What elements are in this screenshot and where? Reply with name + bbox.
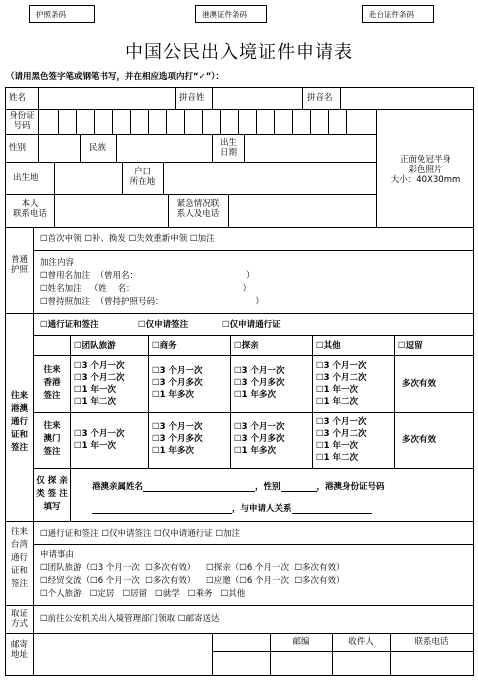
passport-options[interactable]: ☐首次申领 ☐补、换发 ☐失效重新申领 ☐加注 [40, 234, 215, 244]
photo-placeholder: 正面免冠半身 彩色照片 大小：40X30mm [390, 155, 461, 185]
name-label: 姓名 [9, 93, 27, 103]
taiwan-options[interactable]: ☐通行证和签注 ☐仅申请签注 ☐仅申请通行证 ☐加注 [40, 529, 241, 539]
type-business[interactable]: ☐商务 [152, 341, 177, 351]
pinyin-given-label: 拼音名 [307, 93, 333, 103]
collection-label: 取证 方式 [10, 609, 28, 629]
passport-endorsement[interactable]: 加注内容 ☐曾用名加注 （曾用名： ） ☐姓名加注 （姓 名： ） ☐曾持照加注 （曾持护照号码： ） [40, 258, 264, 307]
mo-business-options[interactable]: ☐3 个月一次 ☐3 个月多次 ☐1 年多次 [152, 422, 203, 456]
family-relative-line2[interactable] [92, 504, 372, 514]
mo-tour-options[interactable]: ☐3 个月一次 ☐1 年一次 [74, 429, 125, 451]
phone-label: 本人 联系电话 [12, 199, 47, 219]
family-relative-line1[interactable] [92, 482, 385, 492]
passport-barcode-box [29, 5, 95, 23]
relative-name-field[interactable] [143, 482, 255, 492]
birth-date-label: 出生 日期 [219, 138, 237, 158]
hk-macau-barcode-box [195, 5, 267, 23]
relative-gender-field[interactable] [281, 482, 317, 492]
postcode-label: 邮编 [292, 637, 310, 647]
hk-option-permit-only[interactable]: ☐仅申请通行证 [222, 320, 281, 330]
relationship-field[interactable] [292, 504, 372, 514]
hk-option-permit-endorsement[interactable]: ☐通行证和签注 [40, 320, 99, 330]
id-number-label: 身份证 号码 [9, 111, 35, 131]
mailing-address-label: 邮寄 地址 [10, 640, 28, 660]
hukou-label: 户口 所在地 [129, 167, 156, 187]
passport-label: 普通 护照 [10, 255, 28, 275]
relative-name-label: 港澳亲属姓名 [92, 482, 144, 492]
gender-label: 性别 [9, 143, 27, 153]
mo-stay-multiple[interactable]: 多次有效 [402, 435, 437, 445]
hk-tour-options[interactable]: ☐3 个月一次 ☐3 个月二次 ☐1 年一次 ☐1 年二次 [74, 361, 125, 407]
hk-other-options[interactable]: ☐3 个月一次 ☐3 个月二次 ☐1 年一次 ☐1 年二次 [316, 361, 367, 407]
macau-endorsement-label: 往来 澳门 签注 [43, 421, 61, 457]
family-visit-label: 仅 探 亲 类 签 注 填写 [36, 476, 68, 512]
taiwan-barcode-box [362, 5, 434, 23]
hk-macau-barcode-label: 港澳证件条码 [202, 10, 247, 19]
emergency-contact-label: 紧急情况联 系人及电话 [176, 199, 220, 219]
form-title: 中国公民出入境证件申请表 [125, 42, 353, 63]
type-group-tour[interactable]: ☐团队旅游 [74, 341, 116, 351]
taiwan-reasons[interactable]: 申请事由 ☐团队旅游（☐3 个月一次 ☐多次有效） ☐探亲（☐6 个月一次 ☐多次有效） ☐经贸交流（☐6 个月一次 ☐多次有效） ☐应邀（☐6 个月一次 ☐多次有效） ☐个人旅游 ☐定居 ☐居留 ☐就学 ☐乘务 ☐其他 [40, 550, 345, 599]
taiwan-label: 往来 台湾 通行 证和 签注 [10, 527, 28, 589]
hk-option-endorsement-only[interactable]: ☐仅申请签注 [138, 320, 189, 330]
taiwan-barcode-label: 赴台证件条码 [369, 10, 414, 19]
mo-family-options[interactable]: ☐3 个月一次 ☐3 个月多次 ☐1 年多次 [234, 422, 285, 456]
passport-barcode-label: 护照条码 [36, 10, 66, 19]
hk-macau-label: 往来 港澳 通行 证和 签注 [10, 391, 28, 453]
ethnicity-label: 民族 [89, 143, 107, 153]
relative-id-field[interactable] [92, 504, 232, 514]
hk-endorsement-label: 往来 香港 签注 [43, 365, 61, 401]
mo-other-options[interactable]: ☐3 个月一次 ☐3 个月二次 ☐1 年一次 ☐1 年二次 [316, 417, 367, 463]
hk-family-options[interactable]: ☐3 个月一次 ☐3 个月多次 ☐1 年多次 [234, 366, 285, 400]
relative-gender-label: ，性别 [255, 482, 281, 492]
recipient-label: 收件人 [348, 637, 374, 647]
type-stay[interactable]: ☐逗留 [398, 341, 423, 351]
hk-business-options[interactable]: ☐3 个月一次 ☐3 个月多次 ☐1 年多次 [152, 366, 203, 400]
type-other[interactable]: ☐其他 [316, 341, 341, 351]
contact-phone-label: 联系电话 [414, 637, 449, 647]
relative-id-label: ，港澳身份证号码 [316, 482, 385, 492]
form-instruction: （请用黑色签字笔或钢笔书写，并在相应选项内打“✓”）： [6, 72, 225, 82]
collection-options[interactable]: ☐前往公安机关出入境管理部门领取 ☐邮寄送达 [40, 614, 220, 624]
relationship-label: ，与申请人关系 [232, 504, 292, 514]
type-family-visit[interactable]: ☐探亲 [234, 341, 259, 351]
birthplace-label: 出生地 [13, 173, 39, 183]
pinyin-surname-label: 拼音姓 [179, 93, 205, 103]
hk-stay-multiple[interactable]: 多次有效 [402, 379, 437, 389]
